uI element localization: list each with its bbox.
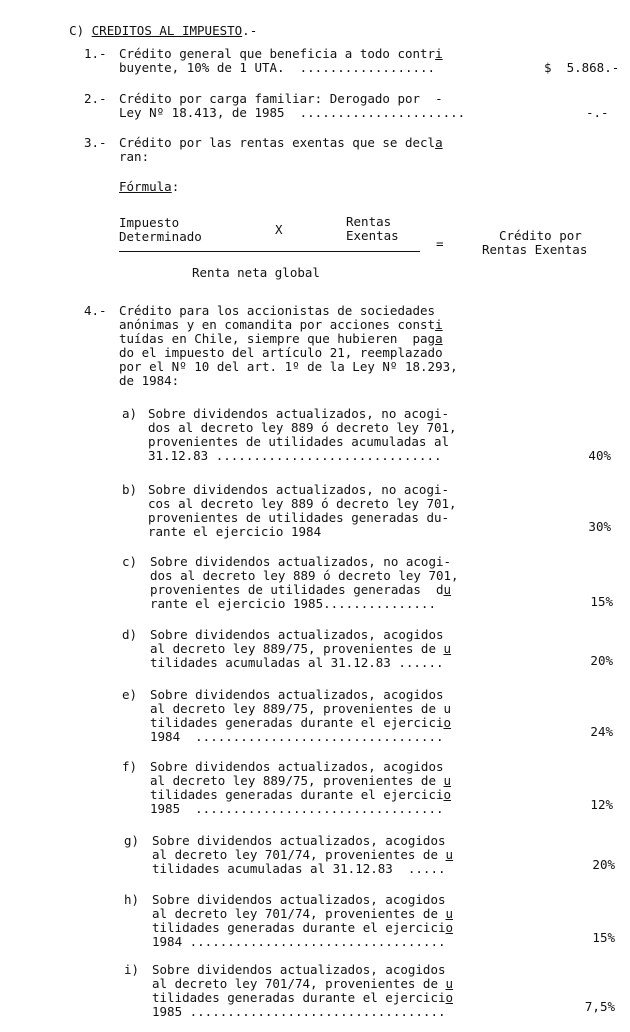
formula-result-line-1: Crédito por xyxy=(499,228,582,243)
subitem-h-letter: h) xyxy=(124,892,140,907)
item-4-line-5: por el Nº 10 del art. 1º de la Ley Nº 18.293, xyxy=(119,359,458,374)
item-2-line-1: Crédito por carga familiar: Derogado por - xyxy=(119,91,443,106)
subitem-c-line-3: provenientes de utilidades generadas du xyxy=(150,582,452,597)
subitem-b-line-1: Sobre dividendos actualizados, no acogi- xyxy=(148,482,450,497)
subitem-i-line-2: al decreto ley 701/74, provenientes de u xyxy=(152,976,454,991)
formula-label: Fórmula: xyxy=(119,179,180,194)
subitem-a-line-4: 31.12.83 .............................. xyxy=(148,448,442,463)
section-title: CREDITOS AL IMPUESTO xyxy=(91,23,243,38)
subitem-a-value: 40% xyxy=(588,448,611,463)
subitem-h-line-3: tilidades generadas durante el ejercicio xyxy=(152,920,454,935)
subitem-a-line-1: Sobre dividendos actualizados, no acogi- xyxy=(148,406,450,421)
item-1-number: 1.- xyxy=(84,46,107,61)
item-1-value: $ 5.868.- xyxy=(544,60,620,75)
subitem-h-line-2: al decreto ley 701/74, provenientes de u xyxy=(152,906,454,921)
formula-times-sign: X xyxy=(275,222,283,237)
subitem-a-line-3: provenientes de utilidades acumuladas al xyxy=(148,434,450,449)
subitem-i-line-1: Sobre dividendos actualizados, acogidos xyxy=(152,962,446,977)
subitem-b-value: 30% xyxy=(588,519,611,534)
subitem-i-line-4: 1985 .................................. xyxy=(152,1004,446,1019)
subitem-b-line-3: provenientes de utilidades generadas du- xyxy=(148,510,450,525)
subitem-f-line-4: 1985 ................................. xyxy=(150,801,444,816)
item-3-number: 3.- xyxy=(84,135,107,150)
formula-numerator-a-line-2: Determinado xyxy=(119,229,202,244)
formula-result-line-2: Rentas Exentas xyxy=(482,242,588,257)
subitem-g-line-1: Sobre dividendos actualizados, acogidos xyxy=(152,833,446,848)
item-4-line-2: anónimas y en comandita por acciones consti xyxy=(119,317,443,332)
subitem-d-value: 20% xyxy=(590,653,613,668)
subitem-a-line-2: dos al decreto ley 889 ó decreto ley 701, xyxy=(148,420,457,435)
subitem-e-line-3: tilidades generadas durante el ejercicio xyxy=(150,715,452,730)
item-4-number: 4.- xyxy=(84,303,107,318)
subitem-d-line-1: Sobre dividendos actualizados, acogidos xyxy=(150,627,444,642)
section-letter: C) xyxy=(69,23,85,38)
subitem-i-line-3: tilidades generadas durante el ejercicio xyxy=(152,990,454,1005)
item-2-line-2: Ley Nº 18.413, de 1985 ...................... xyxy=(119,105,466,120)
subitem-h-line-4: 1984 .................................. xyxy=(152,934,446,949)
subitem-g-line-3: tilidades acumuladas al 31.12.83 ..... xyxy=(152,861,446,876)
subitem-f-line-3: tilidades generadas durante el ejercicio xyxy=(150,787,452,802)
subitem-c-letter: c) xyxy=(122,554,138,569)
subitem-f-letter: f) xyxy=(122,759,138,774)
subitem-f-line-2: al decreto ley 889/75, provenientes de u xyxy=(150,773,452,788)
item-1-line-2: buyente, 10% de 1 UTA. .................. xyxy=(119,60,436,75)
subitem-g-value: 20% xyxy=(592,857,615,872)
item-4-line-6: de 1984: xyxy=(119,373,180,388)
subitem-h-line-1: Sobre dividendos actualizados, acogidos xyxy=(152,892,446,907)
subitem-d-line-2: al decreto ley 889/75, provenientes de u xyxy=(150,641,452,656)
formula-denominator: Renta neta global xyxy=(192,265,320,280)
formula-equals-sign: = xyxy=(436,236,444,251)
item-3-line-1: Crédito por las rentas exentas que se decla xyxy=(119,135,443,150)
subitem-e-line-2: al decreto ley 889/75, provenientes de u xyxy=(150,701,452,716)
section-heading xyxy=(54,10,257,38)
subitem-b-line-4: rante el ejercicio 1984 xyxy=(148,524,322,539)
item-4-line-4: do el impuesto del artículo 21, reemplazado xyxy=(119,345,443,360)
subitem-e-letter: e) xyxy=(122,687,138,702)
subitem-h-value: 15% xyxy=(592,930,615,945)
subitem-b-letter: b) xyxy=(122,482,138,497)
subitem-e-line-4: 1984 ................................. xyxy=(150,729,444,744)
subitem-c-line-1: Sobre dividendos actualizados, no acogi- xyxy=(150,554,452,569)
item-4-line-3: tuídas en Chile, siempre que hubieren paga xyxy=(119,331,443,346)
subitem-d-letter: d) xyxy=(122,627,138,642)
subitem-c-line-4: rante el ejercicio 1985............... xyxy=(150,596,436,611)
item-2-value: -.- xyxy=(586,105,609,120)
subitem-d-line-3: tilidades acumuladas al 31.12.83 ...... xyxy=(150,655,444,670)
item-4-line-1: Crédito para los accionistas de sociedades xyxy=(119,303,436,318)
subitem-e-line-1: Sobre dividendos actualizados, acogidos xyxy=(150,687,444,702)
item-1-line-1: Crédito general que beneficia a todo contri xyxy=(119,46,443,61)
subitem-f-line-1: Sobre dividendos actualizados, acogidos xyxy=(150,759,444,774)
subitem-g-letter: g) xyxy=(124,833,140,848)
item-3-line-2: ran: xyxy=(119,149,150,164)
subitem-e-value: 24% xyxy=(590,724,613,739)
subitem-g-line-2: al decreto ley 701/74, provenientes de u xyxy=(152,847,454,862)
formula-numerator-b-line-2: Exentas xyxy=(346,228,399,243)
item-2-number: 2.- xyxy=(84,91,107,106)
subitem-i-letter: i) xyxy=(124,962,140,977)
subitem-b-line-2: cos al decreto ley 889 ó decreto ley 701, xyxy=(148,496,457,511)
subitem-a-letter: a) xyxy=(122,406,138,421)
formula-numerator-a-line-1: Impuesto xyxy=(119,215,180,230)
formula-fraction-bar xyxy=(119,251,420,252)
subitem-c-line-2: dos al decreto ley 889 ó decreto ley 701, xyxy=(150,568,459,583)
subitem-f-value: 12% xyxy=(590,797,613,812)
formula-numerator-b-line-1: Rentas xyxy=(346,214,392,229)
section-suffix: .- xyxy=(242,23,258,38)
subitem-i-value: 7,5% xyxy=(584,999,615,1014)
subitem-c-value: 15% xyxy=(590,594,613,609)
